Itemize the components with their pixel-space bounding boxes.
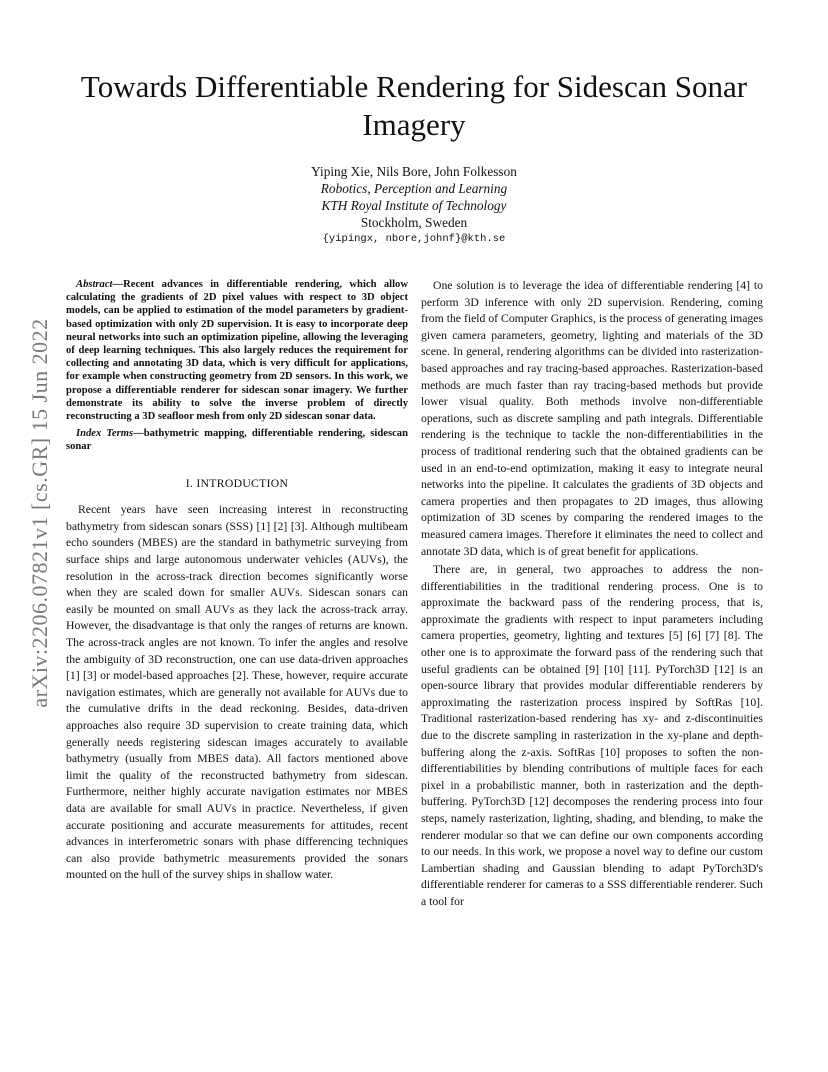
author-email[interactable]: {yipingx, nbore,johnf}@kth.se bbox=[322, 233, 506, 245]
abstract-lead: Abstract bbox=[76, 279, 113, 290]
index-terms-text: —bathymetric mapping, differentiable rendering, sidescan sonar bbox=[66, 428, 408, 453]
abstract-text: —Recent advances in differentiable rendering, which allow calculating the gradients of 2D pixel values with respect to 3D object models, can be applied to estimation of the model parameters by gradient-based optimization with only 2D supervision. It is easy to incorporate deep neural networks into such an optimization pipeline, allowing the leveraging of deep learning techniques. This also largely reduces the requirement for collecting and annotating 3D data, which is very difficult for applications, for example when constructing geometry from 2D sensors. In this work, we propose a differentiable renderer for sidescan sonar imagery. We further demonstrate its ability to solve the inverse problem of directly reconstructing a 3D seafloor mesh from only 2D sidescan sonar data. bbox=[66, 279, 408, 423]
affiliation-location: Stockholm, Sweden bbox=[360, 215, 468, 230]
left-column bbox=[66, 278, 408, 884]
index-terms-lead: Index Terms bbox=[76, 428, 134, 440]
right-column bbox=[421, 278, 763, 911]
affiliation-institute: KTH Royal Institute of Technology bbox=[321, 198, 507, 213]
affiliation-lab: Robotics, Perception and Learning bbox=[320, 181, 508, 196]
index-terms bbox=[66, 427, 408, 453]
intro-paragraph-2: One solution is to leverage the idea of differentiable rendering [4] to perform 3D inference with only 2D supervision. Rendering, coming from the field of Computer Graphics, is the process of generating images given camera parameters, geometry, lighting and materials of the 3D scene. In general, rendering algorithms can be divided into rasterization-based approaches and ray tracing-based approaches. Rasterization-based methods are much faster than ray tracing-based methods but provide lower visual quality. Both methods involve non-differentiable operations, such as discrete sampling and path integrals. Differentiable rendering is the technique to tackle the non-differentiabilities in the process of traditional rendering such that the obtained gradients can be used in an end-to-end optimization, making it easy to integrate neural networks into the pipeline. It calculates the gradients of 3D objects and camera properties and then propagates to 2D images, thus allowing optimization of 3D scenes by comparing the rendered images to the measured camera images. Therefore it eliminates the need to collect and annotate 3D data, which is of great benefit for applications. bbox=[421, 279, 763, 558]
abstract bbox=[66, 278, 408, 423]
arxiv-identifier: arXiv:2206.07821v1 [cs.GR] 15 Jun 2022 bbox=[27, 318, 52, 708]
intro-paragraph-3: There are, in general, two approaches to address the non-differentiabilities in the traditional rendering process. One is to approximate the backward pass of the rendering process, that is, approximate the gradients with respect to input parameters including camera properties, geometry, lighting and textures [5] [6] [7] [8]. The other one is to approximate the forward pass of the rendering such that useful gradients can be obtained [9] [10] [11]. PyTorch3D [12] is an open-source library that provides modular differentiable renderers by approximating the rasterization process inspired by SoftRas [10]. Traditional rasterization-based rendering has xy- and z-discontinuities due to the discrete sampling in rasterization in the xy-plane and depth-buffering along the z-axis. SoftRas [10] proposes to soften the non-differentiabilities by blending contributions of multiple faces for each pixel in a probabilistic manner, both in rasterization and the depth-buffering. PyTorch3D [12] decomposes the rendering process into four steps, namely rasterization, lighting, shading, and blending, to make the renderer modular so that we can define our own components according to our needs. In this work, we propose a novel way to define our custom Lambertian shading and Gaussian blending to adapt PyTorch3D's differentiable renderer for cameras to a SSS differentiable renderer. Such a tool for bbox=[421, 563, 763, 908]
section-heading-introduction: I. INTRODUCTION bbox=[185, 476, 289, 490]
paper-title: Towards Differentiable Rendering for Sidescan Sonar Imagery bbox=[80, 69, 748, 142]
author-block bbox=[200, 163, 628, 248]
intro-paragraph-1: Recent years have seen increasing interest in reconstructing bathymetry from sidescan sonars (SSS) [1] [2] [3]. Although multibeam echo sounders (MBES) are the standard in bathymetric surveying from surface ships and large autonomous underwater vehicles (AUVs), the resolution in the across-track direction becomes significantly worse when they are scaled down for smaller AUVs. Sidescan sonars can easily be mounted on small AUVs as they lack the across-track array. However, the disadvantage is that only the ranges of returns are known. The across-track angles are not known. To infer the angles and resolve the ambiguity of 3D reconstruction, one can use data-driven approaches [1] [3] or model-based approaches [2]. These, however, require accurate navigation estimates, which are generally not available for AUVs due to the cumulative drifts in the dead reckoning. Besides, data-driven approaches also require 3D supervision to create training data, which generally needs registering sidescan images accurately to available bathymetry (usually from MBES data). All factors mentioned above limit the quality of the reconstructed bathymetry from sidescan. Furthermore, neither highly accurate navigation estimates nor MBES data are available for small AUVs in practice. Nevertheless, if given accurate positioning and accurate measurements for attitudes, recent advances in interferometric sonars with phase differencing techniques can also provide bathymetric measurements provided the sonars mounted on the hull of the survey ships in shallow water. bbox=[66, 503, 408, 882]
author-names: Yiping Xie, Nils Bore, John Folkesson bbox=[311, 164, 517, 179]
